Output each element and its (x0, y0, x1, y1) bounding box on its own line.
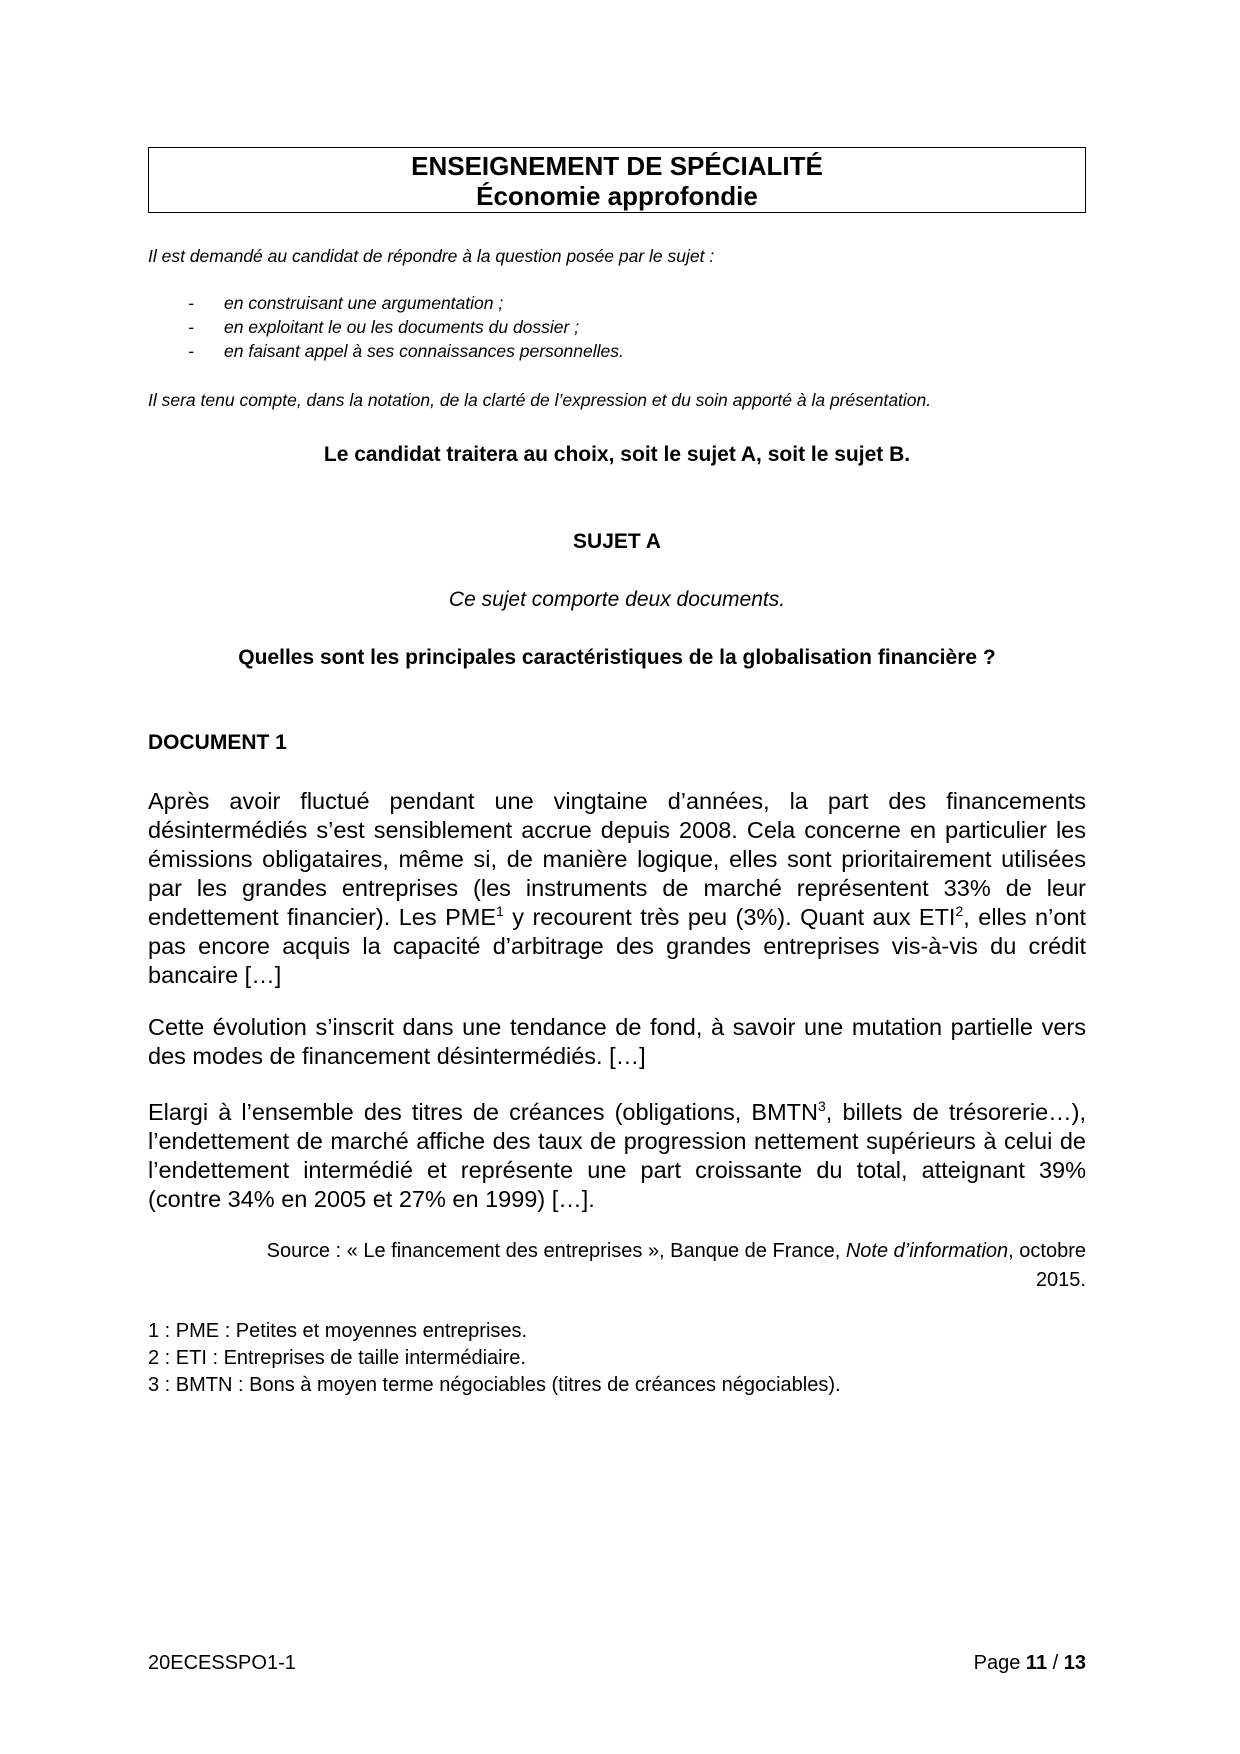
subject-choice: Le candidat traitera au choix, soit le sujet A, soit le sujet B. (323, 443, 911, 466)
source-line-1 (148, 1237, 1086, 1266)
footnote-ref-1: 1 (496, 903, 504, 920)
instructions-notation: Il sera tenu compte, dans la notation, de la clarté de l’expression et du soin apporté à la présentation. (148, 390, 932, 410)
footnote-1: 1 : PME : Petites et moyennes entreprises. (148, 1320, 528, 1342)
document-title: DOCUMENT 1 (148, 731, 287, 754)
instructions-intro: Il est demandé au candidat de répondre à la question posée par le sujet : (148, 246, 715, 266)
document-source (148, 1237, 1086, 1295)
footnote-3: 3 : BMTN : Bons à moyen terme négociables (titres de créances négociables). (148, 1374, 841, 1396)
p3-text-b: , billets de trésorerie…), l’endettement de marché affiche des taux de progression nettement supérieurs à celui de l’endettement intermédié et représente une part croissante du total, atteignant 39% (contre 34% en 2005 et 27% en 1999) […]. (148, 1099, 1086, 1212)
page-label: Page (973, 1652, 1026, 1674)
page-current: 11 (1025, 1652, 1048, 1674)
footnotes (148, 1318, 841, 1399)
title-specialite: ENSEIGNEMENT DE SPÉCIALITÉ (411, 151, 823, 181)
subject-title: SUJET A (573, 530, 661, 553)
footnote-2: 2 : ETI : Entreprises de taille intermédiaire. (148, 1347, 526, 1369)
source-publication: Note d’information (845, 1240, 1009, 1262)
p3-text-a: Elargi à l’ensemble des titres de créances (obligations, BMTN (148, 1099, 818, 1125)
source-month: , octobre (1008, 1240, 1086, 1262)
bullet-marker: - (188, 341, 194, 361)
source-text: Source : « Le financement des entreprises », Banque de France, (266, 1240, 846, 1262)
bullet-text: en exploitant le ou les documents du dossier ; (224, 317, 580, 337)
footer-exam-code: 20ECESSPO1-1 (148, 1652, 296, 1674)
subject-comporte: Ce sujet comporte deux documents. (448, 588, 786, 611)
p1-text-c: , elles n’ont pas encore acquis la capacité d’arbitrage des grandes entreprises vis-à-vis du crédit bancaire […] (148, 904, 1086, 988)
bullet-text: en faisant appel à ses connaissances personnelles. (224, 341, 624, 361)
bullet-text: en construisant une argumentation ; (224, 293, 504, 313)
title-box (148, 147, 1086, 213)
p1-text-a: Après avoir fluctué pendant une vingtaine d’années, la part des financements désintermédiés s’est sensiblement accrue depuis 2008. Cela concerne en particulier les émissions obligataires, même si, de manière logique, elles sont prioritairement utilisées par les grandes entreprises (les instruments de marché représentent 33% de leur endettement financier). Les PME (148, 788, 1086, 930)
page-separator: / (1047, 1652, 1064, 1674)
p1-text-b: y recourent très peu (3%). Quant aux ETI (503, 904, 956, 930)
document-paragraph-3 (148, 1098, 1086, 1214)
source-year: 2015. (1035, 1269, 1086, 1291)
title-economie: Économie approfondie (476, 181, 758, 211)
bullet-marker: - (188, 317, 194, 337)
page-total: 13 (1063, 1652, 1086, 1674)
footnote-ref-2: 2 (955, 903, 964, 920)
document-paragraph-2: Cette évolution s’inscrit dans une tendance de fond, à savoir une mutation partielle vers des modes de financement désintermédiés. […] (148, 1014, 1086, 1069)
footer-page-number (960, 1652, 1086, 1675)
bullet-marker: - (188, 293, 194, 313)
footnote-ref-3: 3 (818, 1098, 826, 1115)
subject-question: Quelles sont les principales caractéristiques de la globalisation financière ? (238, 646, 996, 669)
document-paragraph-1 (148, 787, 1086, 990)
